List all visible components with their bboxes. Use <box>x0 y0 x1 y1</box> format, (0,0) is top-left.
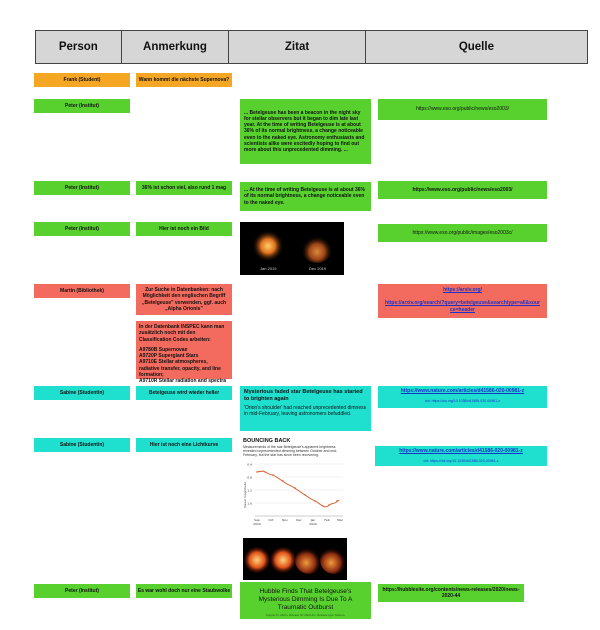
person-cell: Frank (Student) <box>34 73 130 87</box>
x-tick: Mar <box>337 518 343 522</box>
quelle-link[interactable]: https://www.eso.org/public/images/eso2003c/ <box>378 224 547 242</box>
x-tick: Oct <box>268 518 274 522</box>
inspec-code: A9780B Supernovae <box>139 346 188 353</box>
data-point <box>322 505 323 506</box>
doi-link[interactable]: doi: https://doi.org/10.1038/d41586-020-00981-z <box>425 399 500 404</box>
person-cell: Peter (Institut) <box>34 584 130 598</box>
column-header-quelle: Quelle <box>458 41 494 53</box>
person-cell: Peter (Institut) <box>34 222 130 236</box>
data-point <box>336 500 337 501</box>
zitat-cell: ... Betelgeuse has been a beacon in the night sky for stellar observers but it began to dim late last year. At the time of writing Betelgeuse is at about 36% of its normal brightness, a change noticeable even to the naked eye. Astronomy enthusiasts and scientists alike were excitedly hoping to find out more about this unprecedented dimming. ... <box>240 99 371 164</box>
column-header-zitat: Zitat <box>229 31 366 63</box>
y-tick: 0.4 <box>247 462 252 467</box>
anmerkung-cell: Hier ist noch ein Bild <box>136 222 232 236</box>
arxiv-search-link[interactable]: https://arxiv.org/search/?query=betelgeuse&searchtype=all&source=header <box>385 300 540 313</box>
anmerkung-cell: Wann kommt die nächste Supernova? <box>136 73 232 87</box>
person-cell: Martin (Bibliothek) <box>34 284 130 298</box>
person-cell: Sabine (Studentin) <box>34 386 130 400</box>
doi-link[interactable]: doi: https://doi.org/10.1038/d41586-020-00981-z <box>423 459 499 464</box>
data-point <box>282 480 283 481</box>
y-tick: 1.2 <box>247 488 252 493</box>
y-tick: 0.8 <box>247 475 252 480</box>
quelle-cell <box>378 386 547 408</box>
y-axis-label: Visual magnitude <box>243 481 247 509</box>
column-header-person: Person <box>36 31 122 63</box>
anmerkung-cell: 36% ist schon viel, also rund 1 mag <box>136 181 232 195</box>
zitat-cell: ... At the time of writing Betelgeuse is at about 36% of its normal brightness, a change noticeable even to the naked eye. <box>240 182 371 211</box>
image-label-right: Dec 2019 <box>309 266 327 271</box>
betelgeuse-image <box>240 222 344 275</box>
data-point <box>272 474 273 475</box>
zitat-title: Mysterious faded star Betelgeuse has started to brighten again <box>244 389 363 402</box>
x-year: 2019 <box>253 522 261 526</box>
inspec-code: A9710R Stellar radiation and spectra <box>139 378 226 384</box>
inspec-code: A9720P Supergiant Stars <box>139 353 199 359</box>
x-year: 2020 <box>309 522 317 526</box>
arxiv-link[interactable]: https://arxiv.org/ <box>443 287 482 293</box>
y-tick: 1.6 <box>247 501 252 506</box>
person-cell: Peter (Institut) <box>34 99 130 113</box>
data-point <box>294 487 295 488</box>
data-point <box>328 504 329 505</box>
nature-link[interactable]: https://www.nature.com/articles/d41586-020-00981-z <box>400 388 525 394</box>
anmerkung-cell: Zur Suche in Datenbanken: nach Möglichkeit den englischen Begriff „Betelgeuse" verwenden, ggf. auch „Alpha Orionis" <box>136 284 232 315</box>
light-curve-chart <box>243 438 347 532</box>
nature-link[interactable]: https://www.nature.com/articles/d41586-020-00981-z <box>399 448 523 454</box>
quelle-links-cell <box>378 284 547 318</box>
betelgeuse-outburst-illustration <box>243 538 347 580</box>
zitat-body: 'Orion's shoulder' had reached unprecedented dimness in mid-February, leaving astronomers befuddled. <box>244 404 367 417</box>
x-tick: Sep <box>254 518 260 522</box>
anmerkung-cell: Betelgeuse wird wieder heller <box>136 386 232 400</box>
anmerkung-cell: Hier ist noch eine Lichtkurve <box>136 438 232 452</box>
table-header <box>35 30 588 64</box>
zitat-cell <box>240 386 371 431</box>
x-tick: Feb <box>324 518 330 522</box>
data-point <box>256 471 257 472</box>
x-tick: Nov <box>282 518 288 522</box>
quelle-link[interactable]: https://hubblesite.org/contents/news-releases/2020/news-2020-44 <box>378 584 524 602</box>
inspec-note-title: In der Datenbank INSPEC kann man zusätzlich noch mit den Classification Codes arbeiten: <box>139 324 225 343</box>
inspec-note-cell <box>136 321 232 384</box>
inspec-code: A9710E Stellar atmospheres, radiative transfer, opacity, and line formation; <box>139 359 221 378</box>
chart-caption: Measurements of the star Betelgeuse's apparent brightness revealed unprecedented dimming between October and mid-February, but the star has since been recovering. <box>243 445 338 458</box>
data-point <box>314 500 315 501</box>
person-cell: Sabine (Studentin) <box>34 438 130 452</box>
zitat-cell <box>240 582 371 619</box>
quelle-link[interactable]: https://www.eso.org/public/news/eso2003/ <box>378 181 547 199</box>
light-curve-line <box>257 471 339 507</box>
person-cell: Peter (Institut) <box>34 181 130 195</box>
data-point <box>304 494 305 495</box>
quelle-cell <box>375 446 547 466</box>
zitat-footer: August 13, 2020 • Release ID: 2020-44 • Release type: Science <box>266 613 345 618</box>
quelle-link[interactable]: https://www.eso.org/public/news/eso2003/ <box>378 99 547 120</box>
column-header-anmerkung: Anmerkung <box>122 31 230 63</box>
zitat-headline: Hubble Finds That Betelgeuse's Mysterious Dimming Is Due To A Traumatic Outburst <box>258 588 353 611</box>
x-tick: Jan <box>310 518 316 522</box>
data-point <box>264 471 265 472</box>
x-tick: Dec <box>296 518 302 522</box>
image-label-left: Jan 2019 <box>260 266 277 271</box>
anmerkung-cell: Es war wohl doch nur eine Staubwolke <box>136 584 232 598</box>
chart-title: BOUNCING BACK <box>243 438 291 444</box>
